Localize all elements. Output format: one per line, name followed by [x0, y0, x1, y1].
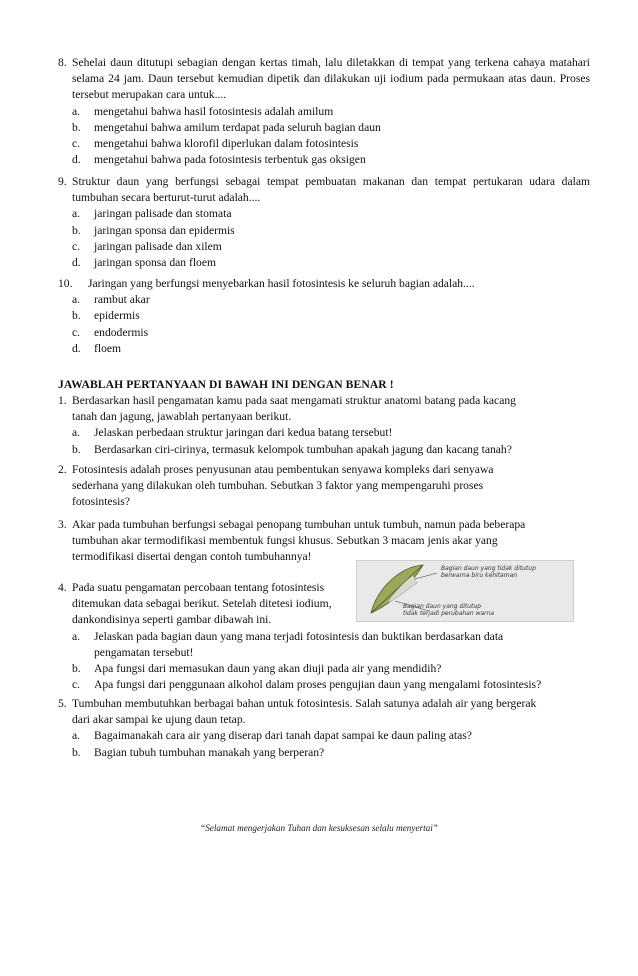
question-line: Berdasarkan hasil pengamatan kamu pada saat mengamati struktur anatomi batang pada kacang	[72, 394, 516, 407]
sub-text-continued: pengamatan tersebut!	[94, 645, 194, 659]
question-stem: Jaringan yang berfungsi menyebarkan hasil fotosintesis ke seluruh bagian adalah....	[88, 277, 475, 290]
option-text: jaringan sponsa dan floem	[94, 256, 217, 270]
option-text: jaringan palisade dan stomata	[94, 207, 232, 221]
question-line: dankondisinya seperti gambar dibawah ini.	[72, 613, 272, 627]
question-line: Pada suatu pengamatan percobaan tentang fotosintesis	[72, 581, 325, 594]
option	[58, 136, 590, 152]
option-text: rambut akar	[94, 293, 150, 307]
sub-letter: a.	[72, 729, 81, 743]
question-number: 8.	[58, 56, 67, 69]
option-text: mengetahui bahwa hasil fotosintesis adalah amilum	[94, 104, 334, 118]
option	[58, 206, 590, 222]
question-stem: Sehelai daun ditutupi sebagian dengan kertas timah, lalu diletakkan di tempat yang terkena cahaya matahari selama 24 jam. Daun tersebut kemudian dipetik dan dilakukan uji iodium pada permukaan atas daun. Proses tersebut merupakan cara untuk....	[72, 56, 590, 102]
question-line: termodifikasi disertai dengan contoh tumbuhannya!	[72, 550, 312, 564]
option	[58, 292, 590, 308]
option-letter: d.	[72, 153, 81, 167]
question-number: 1.	[58, 394, 67, 407]
sub-text: Berdasarkan ciri-cirinya, termasuk kelompok tumbuhan apakah jagung dan kacang tanah?	[94, 442, 512, 456]
essay-question-2	[58, 462, 590, 511]
question-line: tanah dan jagung, jawablah pertanyaan berikut.	[72, 410, 292, 424]
question-8	[58, 55, 590, 168]
label-line: tidak terjadi perubahan warna	[403, 610, 495, 617]
sub-letter: a.	[72, 426, 81, 440]
question-number: 9.	[58, 175, 67, 188]
sub-question	[58, 442, 590, 458]
question-number: 10.	[58, 277, 73, 290]
sub-letter: a.	[72, 629, 81, 643]
sub-question	[58, 745, 590, 761]
question-line: Fotosintesis adalah proses penyusunan atau pembentukan senyawa kompleks dari senyawa	[72, 463, 494, 476]
option-text: floem	[94, 341, 122, 355]
option-letter: d.	[72, 341, 81, 355]
option	[58, 239, 590, 255]
question-stem: Struktur daun yang berfungsi sebagai tempat pembuatan makanan dan tempat pertukaran udara dalam tumbuhan secara berturut-turut adalah....	[72, 175, 590, 205]
option	[58, 120, 590, 136]
question-line: tumbuhan akar termodifikasi membentuk fungsi khusus. Sebutkan 3 macam jenis akar yang	[72, 534, 498, 548]
sub-text: Bagian tubuh tumbuhan manakah yang berperan?	[94, 745, 325, 759]
sub-text: Bagaimanakah cara air yang diserap dari tanah dapat sampai ke daun paling atas?	[94, 729, 472, 743]
sub-letter: b.	[72, 442, 81, 456]
option-text: endodermis	[94, 325, 149, 339]
label-line: berwarna biru kehitaman	[441, 572, 518, 579]
option	[58, 223, 590, 239]
sub-text: Jelaskan pada bagian daun yang mana terjadi fotosintesis dan buktikan berdasarkan data	[94, 629, 504, 643]
figure-label-uncovered	[441, 565, 536, 579]
closing-note: “Selamat mengerjakan Tuhan dan kesuksesan selalu menyertai”	[200, 823, 438, 833]
question-number: 3.	[58, 518, 67, 531]
sub-text: Jelaskan perbedaan struktur jaringan dari kedua batang tersebut!	[94, 426, 393, 440]
option-letter: b.	[72, 120, 81, 134]
option-letter: b.	[72, 309, 81, 323]
option-letter: a.	[72, 104, 81, 118]
sub-question	[58, 661, 590, 677]
option-letter: c.	[72, 239, 81, 253]
question-number: 2.	[58, 463, 67, 476]
option-letter: d.	[72, 256, 81, 270]
question-number: 4.	[58, 581, 67, 594]
option-text: mengetahui bahwa amilum terdapat pada seluruh bagian daun	[94, 120, 381, 134]
question-9	[58, 174, 590, 271]
question-10	[58, 276, 590, 357]
sub-text: Apa fungsi dari penggunaan alkohol dalam proses pengujian daun yang mengalami fotosintesis?	[94, 678, 542, 692]
option-text: mengetahui bahwa pada fotosintesis terbentuk gas oksigen	[94, 153, 366, 167]
option-letter: c.	[72, 325, 81, 339]
question-line: Akar pada tumbuhan berfungsi sebagai penopang tumbuhan untuk tumbuh, namun pada beberapa	[72, 518, 526, 531]
option-letter: c.	[72, 137, 81, 151]
sub-question	[58, 728, 590, 744]
option	[58, 325, 590, 341]
question-line: dari akar sampai ke ujung daun tetap.	[72, 713, 246, 727]
essay-question-1	[58, 393, 590, 458]
sub-question	[58, 425, 590, 441]
option	[58, 308, 590, 324]
sub-letter: b.	[72, 745, 81, 759]
option-text: mengetahui bahwa klorofil diperlukan dalam fotosintesis	[94, 137, 359, 151]
option	[58, 341, 590, 357]
question-number: 5.	[58, 697, 67, 710]
question-line: sederhana yang dilakukan oleh tumbuhan. Sebutkan 3 faktor yang mempengaruhi proses	[72, 479, 484, 493]
option	[58, 104, 590, 120]
essay-question-4	[58, 580, 590, 693]
option-letter: b.	[72, 223, 81, 237]
essay-question-5	[58, 696, 590, 761]
sub-text: Apa fungsi dari memasukan daun yang akan diuji pada air yang mendidih?	[94, 662, 442, 676]
option-letter: a.	[72, 207, 81, 221]
label-line: Bagian daun yang tidak ditutup	[441, 565, 536, 572]
question-line: Tumbuhan membutuhkan berbagai bahan untuk fotosintesis. Salah satunya adalah air yang bergerak	[72, 697, 537, 710]
option-letter: a.	[72, 293, 81, 307]
essay-question-3	[58, 517, 590, 566]
sub-question	[58, 629, 590, 645]
question-line: ditemukan data sebagai berikut. Setelah ditetesi iodium,	[72, 597, 332, 611]
question-line: fotosintesis?	[72, 495, 130, 509]
sub-letter: c.	[72, 678, 81, 692]
option-text: epidermis	[94, 309, 140, 323]
option-text: jaringan sponsa dan epidermis	[94, 223, 235, 237]
option-text: jaringan palisade dan xilem	[94, 239, 222, 253]
sub-letter: b.	[72, 662, 81, 676]
option	[58, 255, 590, 271]
sub-question	[58, 677, 590, 693]
option	[58, 152, 590, 168]
section-heading: JAWABLAH PERTANYAAN DI BAWAH INI DENGAN BENAR !	[58, 378, 394, 391]
label-line: Bagian daun yang ditutup	[403, 603, 481, 610]
